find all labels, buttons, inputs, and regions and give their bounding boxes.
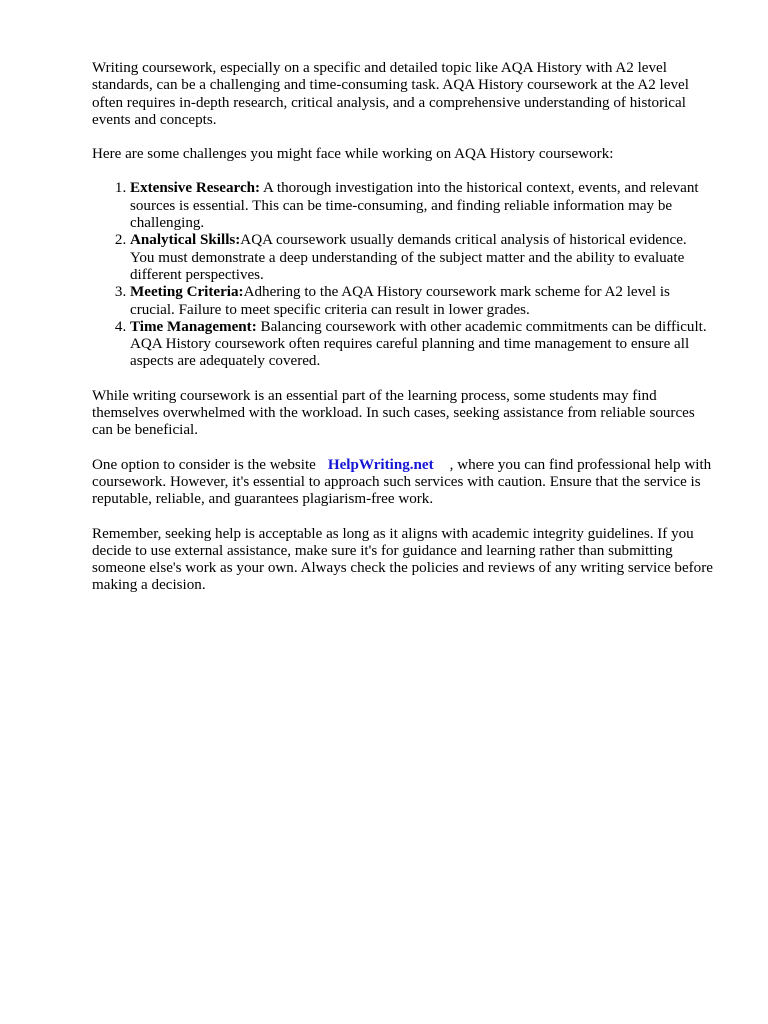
assistance-paragraph: While writing coursework is an essential part of the learning process, some students may find themselves overwhelmed with the workload. In such cases, seeking assistance from reliable sources can be beneficial. xyxy=(92,387,695,439)
challenges-list xyxy=(92,180,714,370)
challenge-term: Time Management: xyxy=(130,318,257,335)
list-item xyxy=(130,319,714,371)
closing-paragraph: Remember, seeking help is acceptable as long as it aligns with academic integrity guidelines. If you decide to use external assistance, make sure it's for guidance and learning rather than submitting someone else's work as your own. Always check the policies and reviews of any writing service before making a decision. xyxy=(92,525,713,594)
website-text-after: , where you can find professional help with coursework. However, it's essential to approach such services with caution. Ensure that the service is reputable, reliable, and guarantees plagiarism-free work. xyxy=(92,456,712,508)
website-paragraph xyxy=(92,457,714,509)
website-text-before: One option to consider is the website xyxy=(92,456,316,473)
challenge-text: Adhering to the AQA History coursework mark scheme for A2 level is crucial. Failure to meet specific criteria can result in lower grades. xyxy=(130,284,670,318)
challenge-term: Analytical Skills: xyxy=(130,232,241,249)
list-item xyxy=(130,180,714,232)
challenge-term: Meeting Criteria: xyxy=(130,284,244,301)
challenges-lead: Here are some challenges you might face while working on AQA History coursework: xyxy=(92,146,614,163)
intro-paragraph: Writing coursework, especially on a specific and detailed topic like AQA History with A2 level standards, can be a challenging and time-consuming task. AQA History coursework at the A2 level often requires in-depth research, critical analysis, and a comprehensive understanding of historical events and concepts. xyxy=(92,60,689,128)
challenge-text: Balancing coursework with other academic commitments can be difficult. AQA History coursework often requires careful planning and time management to ensure all aspects are adequately covered. xyxy=(130,318,707,370)
document-body xyxy=(92,60,714,612)
list-item xyxy=(130,232,714,284)
challenge-term: Extensive Research: xyxy=(130,180,261,197)
challenge-text: AQA coursework usually demands critical analysis of historical evidence. You must demonstrate a deep understanding of the subject matter and the ability to evaluate different perspectives. xyxy=(130,232,687,283)
challenge-text: A thorough investigation into the historical context, events, and relevant sources is essential. This can be time-consuming, and finding reliable information may be challenging. xyxy=(130,180,699,232)
helpwriting-link[interactable]: HelpWriting.net xyxy=(327,456,434,473)
list-item xyxy=(130,284,714,319)
